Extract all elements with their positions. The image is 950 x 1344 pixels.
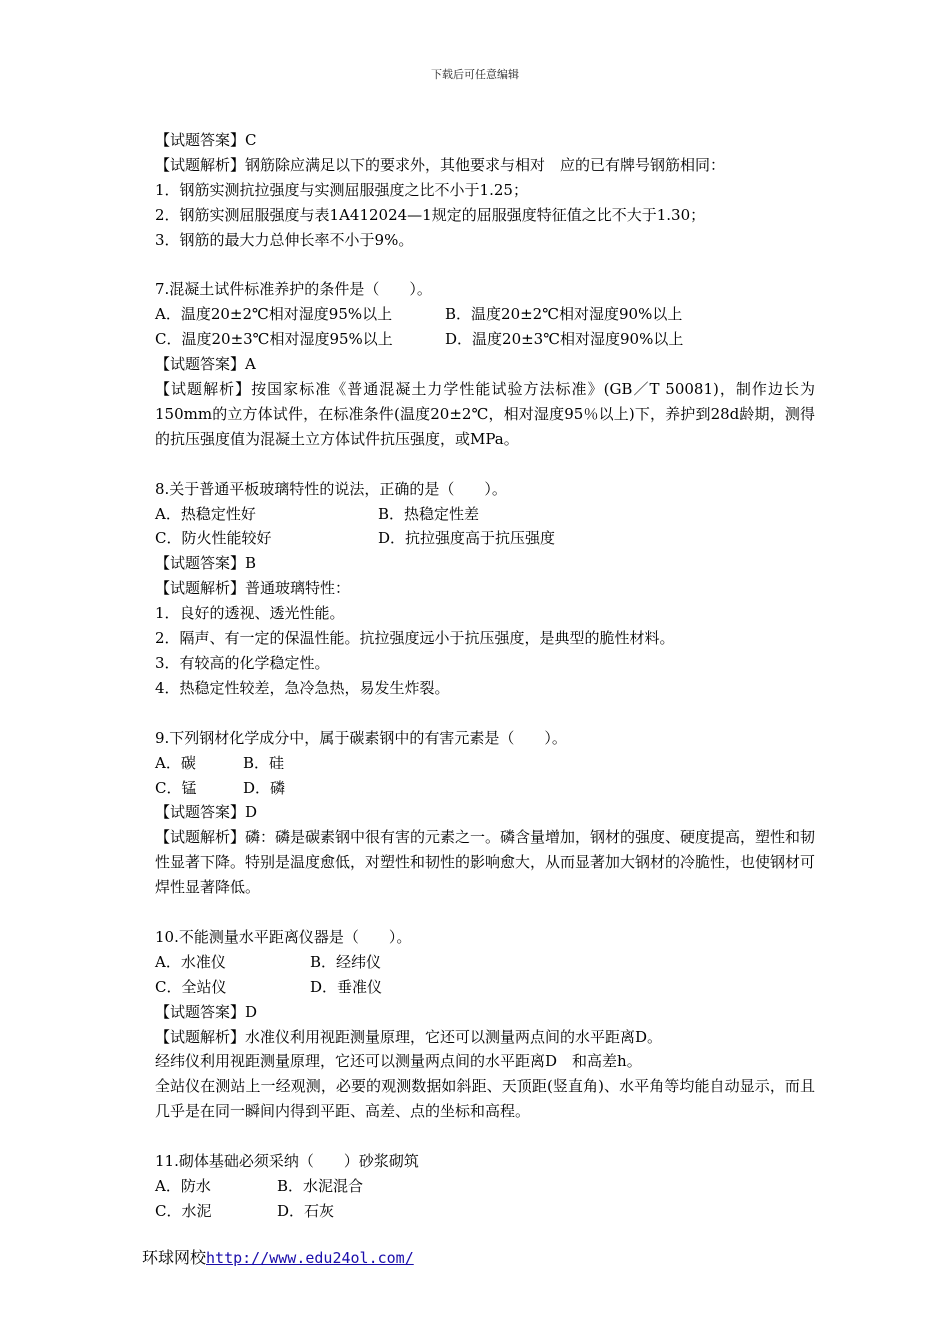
q11-options-row-2 xyxy=(155,1199,815,1224)
q10-question: 10.不能测量水平距离仪器是（ ）。 xyxy=(155,927,412,946)
q10-extra-2: 全站仪在测站上一经观测，必要的观测数据如斜距、天顶距(竖直角)、水平角等均能自动显示，而且几乎是在同一瞬间内得到平距、高差、点的坐标和高程。 xyxy=(155,1077,815,1121)
q11-question: 11.砌体基础必须采纳（ ）砂浆砌筑 xyxy=(155,1152,419,1171)
q10-option-c: C．全站仪 xyxy=(155,977,227,996)
q6-analysis: 【试题解析】钢筋除应满足以下的要求外，其他要求与相对 应的已有牌号钢筋相同： xyxy=(155,155,726,174)
q6-point-3: 3．钢筋的最大力总伸长率不小于9%。 xyxy=(155,230,414,249)
q9-answer: 【试题答案】D xyxy=(155,803,258,822)
q8-answer: 【试题答案】B xyxy=(155,554,257,573)
q11-option-c: C．水泥 xyxy=(155,1201,212,1220)
q7-option-a: A．温度20±2℃相对湿度95%以上 xyxy=(155,305,393,324)
q11-options-row-1 xyxy=(155,1174,815,1199)
q9-options-row-1 xyxy=(155,751,815,776)
q8-option-b: B．热稳定性差 xyxy=(378,504,480,523)
q7-analysis: 【试题解析】按国家标准《普通混凝土力学性能试验方法标准》(GB／T 50081)，制作边长为150mm的立方体试件，在标准条件(温度20±2℃，相对湿度95％以上)下，养护到28d龄期，测得的抗压强度值为混凝土立方体试件抗压强度，或MPa。 xyxy=(155,380,815,448)
document-body xyxy=(155,128,815,1224)
q9-option-a: A．碳 xyxy=(155,753,196,772)
q9-options-row-2 xyxy=(155,776,815,801)
q6-point-1: 1．钢筋实测抗拉强度与实测屈服强度之比不小于1.25； xyxy=(155,180,528,199)
q9-option-c: C．锰 xyxy=(155,778,197,797)
q7-options-row-2 xyxy=(155,327,815,352)
q9-question: 9.下列钢材化学成分中，属于碳素钢中的有害元素是（ ）。 xyxy=(155,728,567,747)
q11-option-b: B．水泥混合 xyxy=(277,1176,364,1195)
q8-options-row-1 xyxy=(155,502,815,527)
q7-option-c: C．温度20±3℃相对湿度95%以上 xyxy=(155,330,393,349)
q8-option-c: C．防火性能较好 xyxy=(155,529,272,548)
q8-options-row-2 xyxy=(155,526,815,551)
q7-answer: 【试题答案】A xyxy=(155,355,256,374)
q7-options-row-1 xyxy=(155,302,815,327)
q11-option-a: A．防水 xyxy=(155,1176,211,1195)
q8-point-3: 3．有较高的化学稳定性。 xyxy=(155,654,330,672)
q10-answer: 【试题答案】D xyxy=(155,1002,258,1021)
q10-extra-1: 经纬仪利用视距测量原理，它还可以测量两点间的水平距离D 和高差h。 xyxy=(155,1052,642,1071)
q10-option-d: D．垂准仪 xyxy=(310,977,383,996)
q10-option-a: A．水准仪 xyxy=(155,952,226,971)
q6-point-2: 2．钢筋实测屈服强度与表1A412024—1规定的屈服强度特征值之比不大于1.30； xyxy=(155,205,706,224)
q8-point-1: 1．良好的透视、透光性能。 xyxy=(155,604,345,623)
q8-analysis: 【试题解析】普通玻璃特性： xyxy=(155,579,351,598)
footer-site-name: 环球网校 xyxy=(142,1248,207,1267)
q10-options-row-1 xyxy=(155,950,815,975)
q6-answer: 【试题答案】C xyxy=(155,131,257,149)
q7-question: 7.混凝土试件标准养护的条件是（ ）。 xyxy=(155,280,432,299)
page-header: 下载后可任意编辑 xyxy=(431,68,519,81)
page-footer xyxy=(142,1245,414,1268)
q8-option-a: A．热稳定性好 xyxy=(155,504,256,523)
q9-option-b: B．硅 xyxy=(243,753,285,772)
q10-options-row-2 xyxy=(155,975,815,1000)
q7-option-b: B．温度20±2℃相对湿度90%以上 xyxy=(445,305,683,324)
q9-analysis: 【试题解析】磷：磷是碳素钢中很有害的元素之一。磷含量增加，钢材的强度、硬度提高，塑性和韧性显著下降。特别是温度愈低，对塑性和韧性的影响愈大，从而显著加大钢材的冷脆性，也使钢材可焊性显著降低。 xyxy=(155,828,816,897)
q10-option-b: B．经纬仪 xyxy=(310,952,382,971)
q8-option-d: D．抗拉强度高于抗压强度 xyxy=(378,529,556,548)
q11-option-d: D．石灰 xyxy=(277,1201,335,1220)
q7-option-d: D．温度20±3℃相对湿度90%以上 xyxy=(445,330,684,349)
q8-point-4: 4．热稳定性较差，急冷急热，易发生炸裂。 xyxy=(155,678,450,697)
q9-option-d: D．磷 xyxy=(243,778,286,797)
q10-analysis: 【试题解析】水准仪利用视距测量原理，它还可以测量两点间的水平距离D。 xyxy=(155,1027,663,1046)
footer-link[interactable]: http://www.edu24ol.com/ xyxy=(206,1249,414,1267)
q8-point-2: 2．隔声、有一定的保温性能。抗拉强度远小于抗压强度，是典型的脆性材料。 xyxy=(155,629,675,648)
q8-question: 8.关于普通平板玻璃特性的说法，正确的是（ ）。 xyxy=(155,479,507,498)
